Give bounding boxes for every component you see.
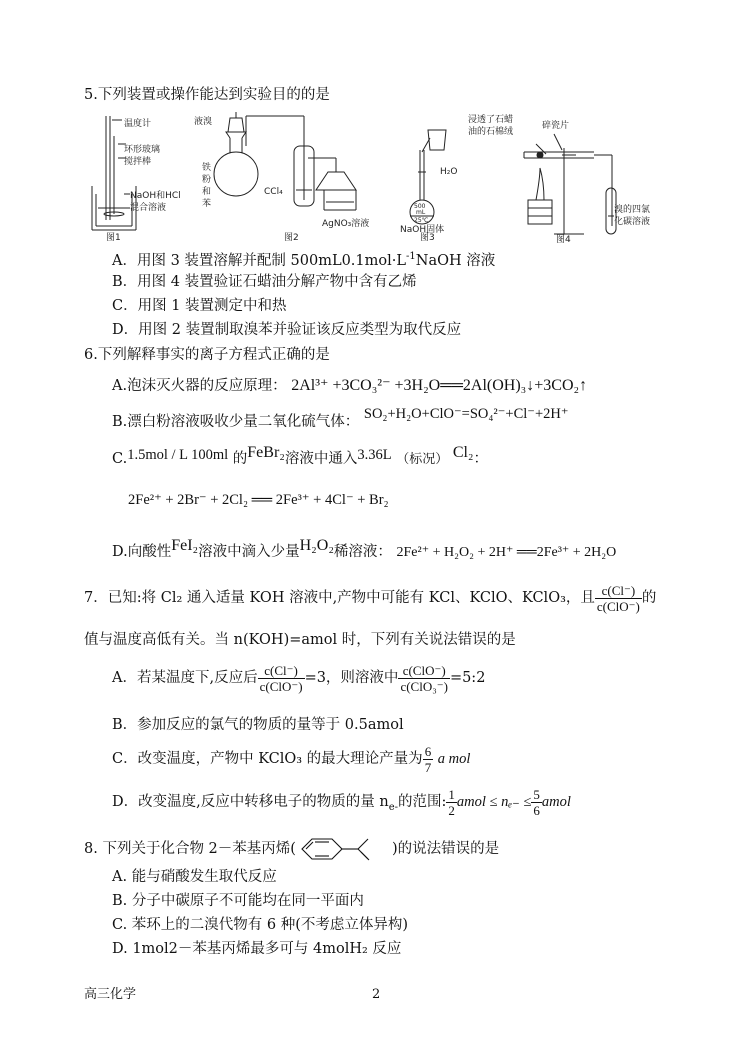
- q7-stem-tail: 的: [641, 590, 657, 606]
- fig-label-vol-1: 500: [414, 203, 426, 210]
- q6-option-a: [112, 377, 587, 395]
- q5-option-b: B．用图 4 装置验证石蜡油分解产物中含有乙烯: [112, 274, 417, 290]
- q7-option-a-frac2-num: c(ClO⁻): [398, 663, 450, 679]
- q8-option-d: D. 1mol2－苯基丙烯最多可与 4molH₂ 反应: [112, 941, 402, 957]
- q7-option-d: [112, 782, 571, 828]
- fig-label-iron-3: 和: [202, 187, 212, 197]
- fig-label-vol-3: 25℃: [414, 217, 429, 224]
- q7-option-a-frac1-num: c(Cl⁻): [258, 663, 305, 679]
- q6-option-d-fei2: FeI₂: [171, 537, 199, 554]
- q8-stem: [84, 836, 499, 862]
- fig-label-iron-2: 粉: [202, 175, 212, 185]
- q7-option-c-frac: [423, 744, 434, 775]
- fig-label-paraffin-1: 浸透了石蜡: [468, 115, 514, 125]
- q5-option-d: D．用图 2 装置制取溴苯并验证该反应类型为取代反应: [112, 322, 462, 338]
- fig-label-iron-4: 苯: [202, 199, 212, 209]
- fig-label-stirrer-2: 搅拌棒: [124, 157, 152, 167]
- q7-option-a-frac1: [258, 663, 305, 694]
- q6-option-c: [112, 444, 489, 469]
- q7-option-d-ineq: amol ≤ nₑ₋ ≤: [456, 794, 532, 810]
- q6-option-c-label: C.: [112, 451, 128, 467]
- fig-label-mix-2: 混合溶液: [130, 203, 167, 213]
- q7-option-d-frac2-den: 6: [533, 802, 540, 818]
- q6-option-c-end: ：: [473, 451, 489, 467]
- q7-option-d-frac2: [531, 787, 542, 818]
- fig-label-vol-2: mL: [416, 209, 426, 216]
- footer-subject: 高三化学: [84, 987, 137, 1002]
- q5-stem: 5.下列装置或操作能达到实验目的的是: [84, 87, 330, 103]
- fig-label-iron-1: 铁: [202, 163, 212, 173]
- fig-label-mix-1: NaOH和HCl: [130, 191, 181, 201]
- q7-option-a-frac1-den: c(ClO⁻): [259, 678, 303, 694]
- footer-page-number: 2: [372, 987, 381, 1002]
- q6-option-d-h2o2: H₂O₂: [299, 537, 334, 554]
- q8-stem-tail: )的说法错误的是: [391, 841, 500, 857]
- q7-option-d-frac1-den: 2: [448, 802, 455, 818]
- q7-stem: [84, 578, 656, 618]
- fig-label-fig1: 图1: [106, 233, 121, 243]
- q6-option-c-cond: （标况）: [396, 452, 449, 467]
- q6-option-c-mid: 溶液中通入: [284, 451, 358, 467]
- fig-label-fig3: 图3: [420, 233, 435, 243]
- fig-label-porcelain: 碎瓷片: [542, 121, 570, 131]
- q7-option-d-frac2-num: 5: [533, 786, 540, 802]
- fig-label-thermometer: 温度计: [124, 119, 152, 129]
- q6-option-c-conc: 1.5mol / L 100ml: [127, 447, 229, 463]
- q7-option-d-sub: e-: [388, 801, 398, 813]
- q6-option-a-label: A.泡沫灭火器的反应原理：: [112, 378, 287, 394]
- q7-stem-ratio: [595, 583, 642, 614]
- fig-label-fig2: 图2: [284, 233, 299, 243]
- fig-label-h2o: H₂O: [440, 167, 458, 177]
- q7-option-d-frac1-num: 1: [448, 786, 455, 802]
- q5-option-a-tail: NaOH 溶液: [415, 252, 496, 269]
- q7-stem-text: 7．已知:将 Cl₂ 通入适量 KOH 溶液中,产物中可能有 KCl、KClO、KClO₃，且: [84, 590, 595, 606]
- q5-option-a-sup: -1: [406, 251, 416, 262]
- q8-stem-text: 8. 下列关于化合物 2－苯基丙烯(: [84, 841, 296, 857]
- fig-label-paraffin-2: 油的石棉绒: [468, 127, 514, 137]
- q6-option-b: [112, 406, 569, 431]
- fig-label-ccl4: CCl₄: [264, 187, 283, 197]
- q6-option-d-equation: 2Fe²⁺ + H₂O₂ + 2H⁺ ══2Fe³⁺ + 2H₂O: [396, 545, 617, 560]
- q6-stem: 6.下列解释事实的离子方程式正确的是: [84, 347, 330, 363]
- q7-option-d-frac1: [446, 787, 457, 818]
- fig-label-stirrer-1: 环形玻璃: [124, 145, 161, 155]
- fig-label-naoh-solid: NaOH固体: [400, 225, 445, 235]
- q6-option-c-equation: 2Fe²⁺ + 2Br⁻ + 2Cl₂ ══ 2Fe³⁺ + 4Cl⁻ + Br₂: [128, 492, 389, 508]
- q7-option-c-frac-den: 7: [424, 759, 432, 775]
- q6-option-a-equation: 2Al³⁺ +3CO₃²⁻ +3H₂O══2Al(OH)₃↓+3CO₂↑: [291, 377, 588, 394]
- q6-option-d-mid: 溶液中滴入少量: [198, 544, 300, 560]
- fig-label-bromine: 液溴: [194, 117, 213, 127]
- fig-label-fig4: 图4: [556, 235, 571, 245]
- q7-option-a-mid: =3，则溶液中: [304, 670, 399, 686]
- q7-option-c-tail: a mol: [437, 751, 471, 767]
- q7-stem-ratio-den: c(ClO⁻): [596, 598, 640, 614]
- fig4-paraffin-cracking: [524, 134, 616, 234]
- q7-option-c-frac-num: 6: [424, 743, 432, 759]
- q6-option-c-vol: 3.36L: [357, 447, 392, 463]
- q5-option-a: [112, 248, 495, 270]
- q7-option-a-frac2-den: c(ClO₃⁻): [400, 678, 448, 694]
- q8-option-a: A. 能与硝酸发生取代反应: [112, 869, 277, 885]
- q8-option-c: C. 苯环上的二溴代物有 6 种(不考虑立体异构): [112, 917, 409, 933]
- q6-option-b-label: B.漂白粉溶液吸收少量二氧化硫气体：: [112, 414, 360, 430]
- q7-option-a-text: A．若某温度下,反应后: [112, 670, 258, 686]
- q7-option-a: [112, 658, 485, 698]
- q6-option-c-cl2: Cl₂: [452, 444, 474, 461]
- q7-option-c-text: C．改变温度，产物中 KClO₃ 的最大理论产量为: [112, 751, 423, 767]
- q7-option-d-tail: amol: [541, 794, 571, 810]
- q8-option-b: B. 分子中碳原子不可能均在同一平面内: [112, 893, 364, 909]
- q5-apparatus-figure: [84, 108, 651, 245]
- q7-option-d-text: D．改变温度,反应中转移电子的物质的量 n: [112, 794, 389, 810]
- q7-option-a-tail: =5:2: [449, 670, 486, 686]
- q5-option-c: C．用图 1 装置测定中和热: [112, 298, 287, 314]
- fig2-bromobenzene: [214, 112, 356, 210]
- q6-option-d: [112, 537, 617, 562]
- q5-option-a-text: A．用图 3 装置溶解并配制 500mL0.1mol·L: [112, 252, 406, 269]
- q7-stem-line2: 值与温度高低有关。当 n(KOH)=amol 时，下列有关说法错误的是: [84, 632, 516, 648]
- q6-option-d-end: 稀溶液：: [333, 544, 392, 560]
- q6-option-c-de: 的: [232, 451, 248, 467]
- q7-stem-ratio-num: c(Cl⁻): [595, 583, 642, 599]
- q7-option-a-frac2: [398, 663, 450, 694]
- fig-label-br-sol-1: 溴的四氯: [614, 205, 651, 215]
- q6-option-c-febr2: FeBr₂: [247, 444, 285, 461]
- q6-option-d-label: D.向酸性: [112, 544, 172, 560]
- fig-label-br-sol-2: 化碳溶液: [614, 217, 651, 227]
- fig-label-agno3: AgNO₃溶液: [322, 219, 370, 229]
- q7-option-d-mid: 的范围:: [397, 794, 447, 810]
- q7-option-b: B．参加反应的氯气的物质的量等于 0.5amol: [112, 717, 404, 733]
- phenylpropene-structure-icon: [296, 836, 392, 862]
- q6-option-b-equation: SO₂+H₂O+ClO⁻=SO₄²⁻+Cl⁻+2H⁺: [363, 406, 569, 422]
- q7-option-c: [112, 739, 470, 779]
